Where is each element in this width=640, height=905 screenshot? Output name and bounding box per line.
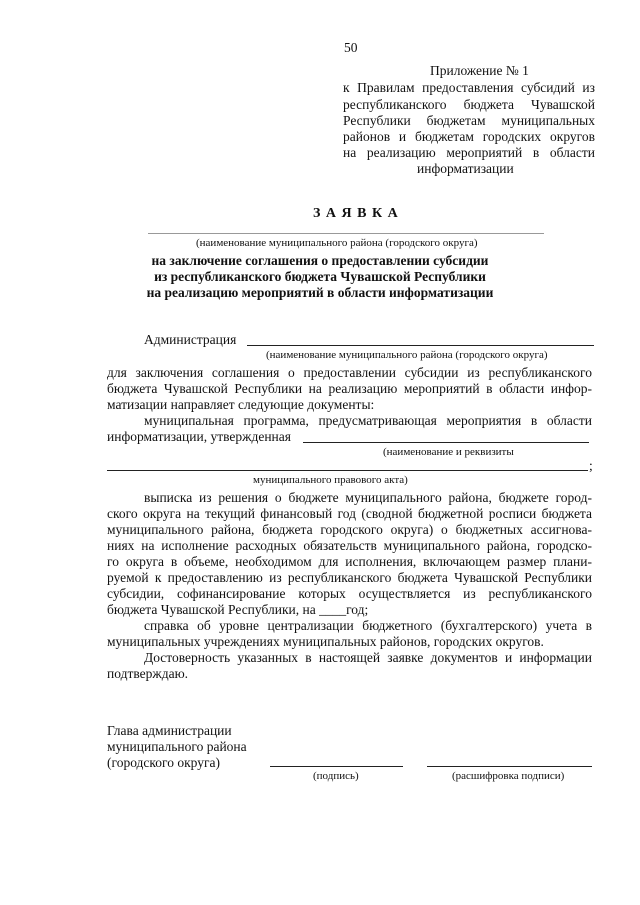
intro-line: для заключения соглашения о предоставлении субсидии из республиканского [107, 365, 592, 380]
extract-line: субсидии, софинансирование которых осуществляется из республиканского [107, 586, 592, 601]
position-line: (городского округа) [107, 755, 221, 770]
signature-hint: (подпись) [313, 770, 359, 782]
decode-hint: (расшифровка подписи) [452, 770, 565, 782]
confirm-line: подтверждаю. [107, 666, 189, 681]
reference-line: справка об уровне централизации бюджетного (бухгалтерского) учета в [144, 618, 592, 633]
appendix-line: районов и бюджетам городских округов [343, 129, 595, 144]
appendix-title: Приложение № 1 [430, 63, 529, 78]
title-underline [148, 233, 544, 234]
extract-line: ниях на исполнение расходных обязательств муниципального района, городско- [107, 538, 592, 553]
extract-line: ского округа на текущий финансовый год (сводной бюджетной росписи бюджета [107, 506, 592, 521]
appendix-line: на реализацию мероприятий в области [343, 145, 595, 160]
intro-line: бюджета Чувашской Республики на реализацию мероприятий в области инфор- [107, 381, 592, 396]
appendix-line: информатизации [417, 161, 514, 176]
reference-line: муниципальных учреждениях муниципальных районов, городских округов. [107, 634, 544, 649]
extract-line: муниципального района, бюджета городского округа) о бюджетных ассигнова- [107, 522, 592, 537]
approved-hint: (наименование и реквизиты [383, 446, 514, 458]
appendix-line: республиканского бюджета Чувашской [343, 97, 595, 112]
extract-line: выписка из решения о бюджете муниципального района, бюджете город- [144, 490, 592, 505]
page-number: 50 [344, 40, 358, 55]
signature-field [270, 766, 403, 767]
appendix-line: к Правилам предоставления субсидий из [343, 80, 595, 95]
position-line: Глава администрации [107, 723, 232, 738]
act-field [107, 470, 588, 471]
intro-line: матизации направляет следующие документы: [107, 397, 375, 412]
administration-hint: (наименование муниципального района (городского округа) [266, 349, 548, 361]
program-line: муниципальная программа, предусматривающая мероприятия в области [144, 413, 592, 428]
administration-field [247, 345, 594, 346]
approved-label: информатизации, утвержденная [107, 429, 291, 444]
title-name-hint: (наименование муниципального района (городского округа) [196, 237, 478, 249]
subtitle-line: из республиканского бюджета Чувашской Республики [154, 269, 486, 284]
subtitle-line: на реализацию мероприятий в области информатизации [146, 285, 494, 300]
extract-line: го округа в объеме, необходимом для исполнения, включающем размер плани- [107, 554, 592, 569]
appendix-line: Республики бюджетам муниципальных [343, 113, 595, 128]
approved-field [303, 442, 589, 443]
extract-line: бюджета Чувашской Республики, на ____год; [107, 602, 369, 617]
subtitle-line: на заключение соглашения о предоставлении субсидии [151, 253, 489, 268]
position-line: муниципального района [107, 739, 247, 754]
act-end: ; [589, 458, 593, 473]
act-hint: муниципального правового акта) [253, 474, 408, 486]
document-title: З А Я В К А [313, 206, 399, 221]
decode-field [427, 766, 592, 767]
extract-line: руемой к предоставлению из республиканского бюджета Чувашской Республики [107, 570, 592, 585]
administration-label: Администрация [144, 332, 237, 347]
confirm-line: Достоверность указанных в настоящей заявке документов и информации [144, 650, 592, 665]
